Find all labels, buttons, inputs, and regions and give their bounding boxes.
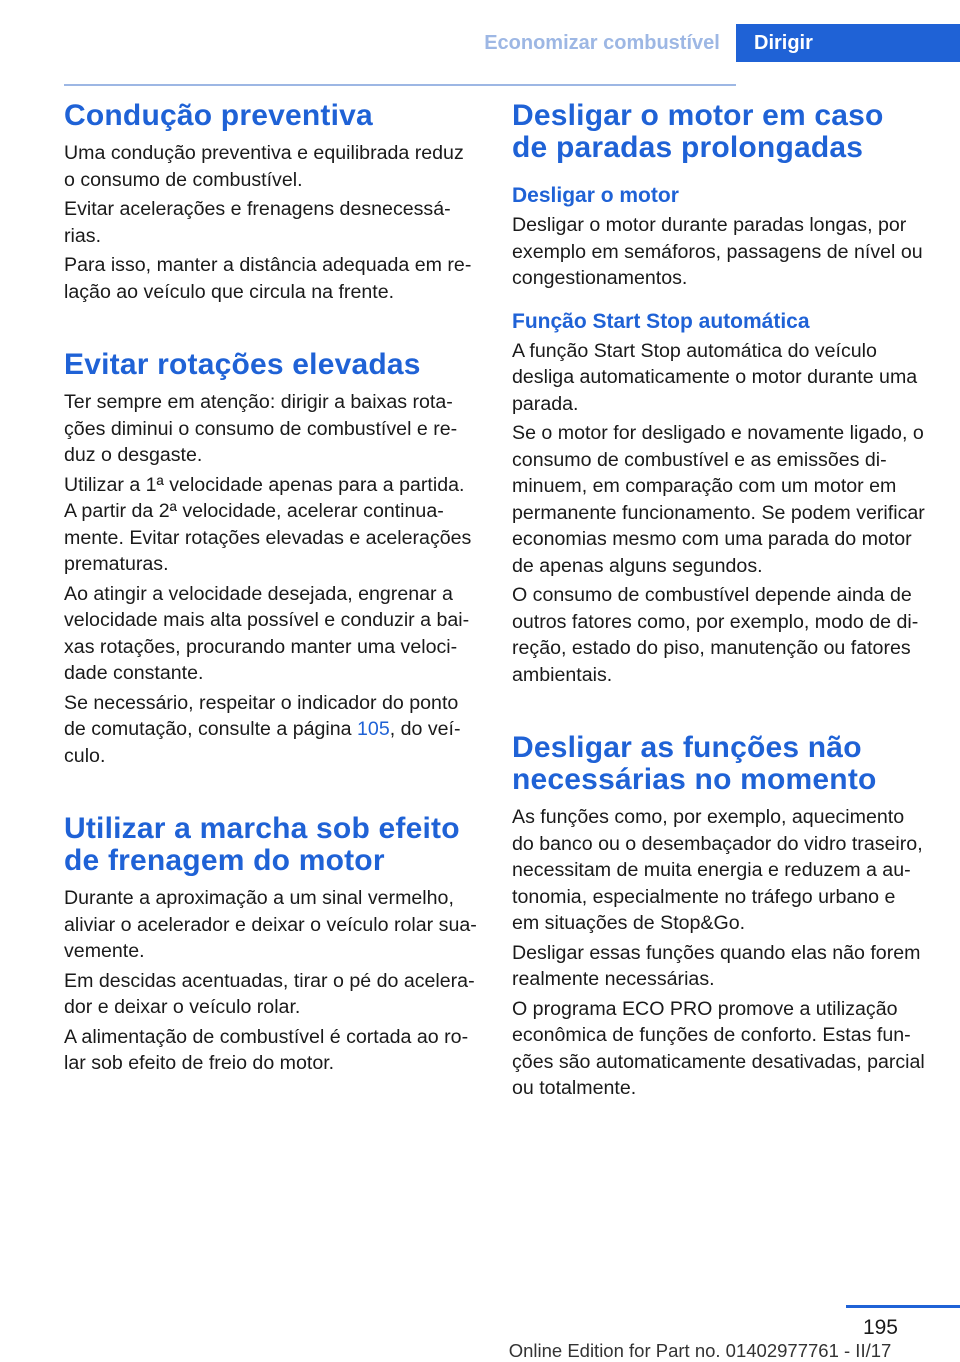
page-number: 195 — [862, 1316, 898, 1339]
paragraph: Desligar essas funções quando elas não forem realmente necessárias. — [512, 941, 921, 990]
paragraph-with-page-link — [64, 690, 479, 770]
paragraph: Para isso, manter a distância adequada em relação ao veículo que circula na frente. — [64, 254, 472, 303]
paragraph: Ao atingir a velocidade desejada, engrenar a velocidade mais alta possível e conduzir a baixas rotações, procurando manter uma velocidade constante. — [64, 582, 470, 684]
paragraph: Evitar acelerações e frenagens desnecessárias. — [64, 198, 451, 247]
edition-footer: Online Edition for Part no. 01402977761 - II/17 — [508, 1340, 892, 1361]
paragraph: A função Start Stop automática do veículo desliga automaticamente o motor durante uma parada. — [512, 339, 918, 415]
footer-divider — [846, 1305, 960, 1308]
page-header — [0, 24, 960, 62]
paragraph: Desligar o motor durante paradas longas, por exemplo em semáforos, passagens de nível ou congestionamentos. — [512, 214, 923, 289]
header-divider — [64, 84, 736, 86]
section-title-evitar-rotacoes: Evitar rotações elevadas — [64, 348, 421, 381]
paragraph: Uma condução preventiva e equilibrada reduz o consumo de combustível. — [64, 142, 464, 191]
paragraph: Ter sempre em atenção: dirigir a baixas rotações diminui o consumo de combustível e reduz o desgaste. — [64, 391, 458, 466]
subsection-title-start-stop: Função Start Stop automática — [512, 309, 810, 333]
section-title-desligar-motor-paradas: Desligar o motor em caso de paradas prolongadas — [512, 99, 884, 164]
paragraph-text: , do veículo. — [64, 718, 461, 767]
paragraph: O consumo de combustível depende ainda de outros fatores como, por exemplo, modo de direção, estado do piso, manutenção ou fatores ambientais. — [512, 584, 919, 686]
paragraph: Utilizar a 1ª velocidade apenas para a partida. A partir da 2ª velocidade, acelerar continuamente. Evitar rotações elevadas e acelerações prematuras. — [64, 473, 472, 575]
paragraph: As funções como, por exemplo, aquecimento do banco ou o desembaçador do vidro traseiro, necessitam de muita energia e reduzem a autonomia, especialmente no tráfego urbano e em situações de Stop&Go. — [512, 806, 923, 934]
section-title-conducao-preventiva: Condução preventiva — [64, 99, 373, 132]
paragraph: Durante a aproximação a um sinal vermelho, aliviar o acelerador e deixar o veículo rolar suavemente. — [64, 887, 477, 962]
paragraph: O programa ECO PRO promove a utilização econômica de funções de conforto. Estas funções são automaticamente desativadas, parcial ou totalmente. — [512, 997, 925, 1099]
paragraph-text: Se necessário, respeitar o indicador do ponto de comutação, consulte a página — [64, 691, 459, 740]
paragraph: A alimentação de combustível é cortada ao rolar sob efeito de freio do motor. — [64, 1025, 469, 1074]
subsection-title-desligar-motor: Desligar o motor — [512, 184, 679, 207]
left-column — [64, 100, 479, 1077]
right-column — [512, 100, 927, 1102]
paragraph: Em descidas acentuadas, tirar o pé do acelerador e deixar o veículo rolar. — [64, 969, 475, 1018]
paragraph: Se o motor for desligado e novamente ligado, o consumo de combustível e as emissões diminuem, em comparação com um motor em permanente funcionamento. Se podem verificar economias mesmo com uma parada do motor de apenas alguns segundos. — [512, 422, 925, 577]
header-chapter-tab: Dirigir — [736, 24, 960, 62]
header-section-title: Economizar combustível — [484, 32, 720, 54]
section-title-desligar-funcoes: Desligar as funções não necessárias no momento — [512, 731, 877, 796]
section-title-marcha-frenagem: Utilizar a marcha sob efeito de frenagem do motor — [64, 812, 460, 877]
page-link-105[interactable]: 105 — [357, 718, 390, 740]
